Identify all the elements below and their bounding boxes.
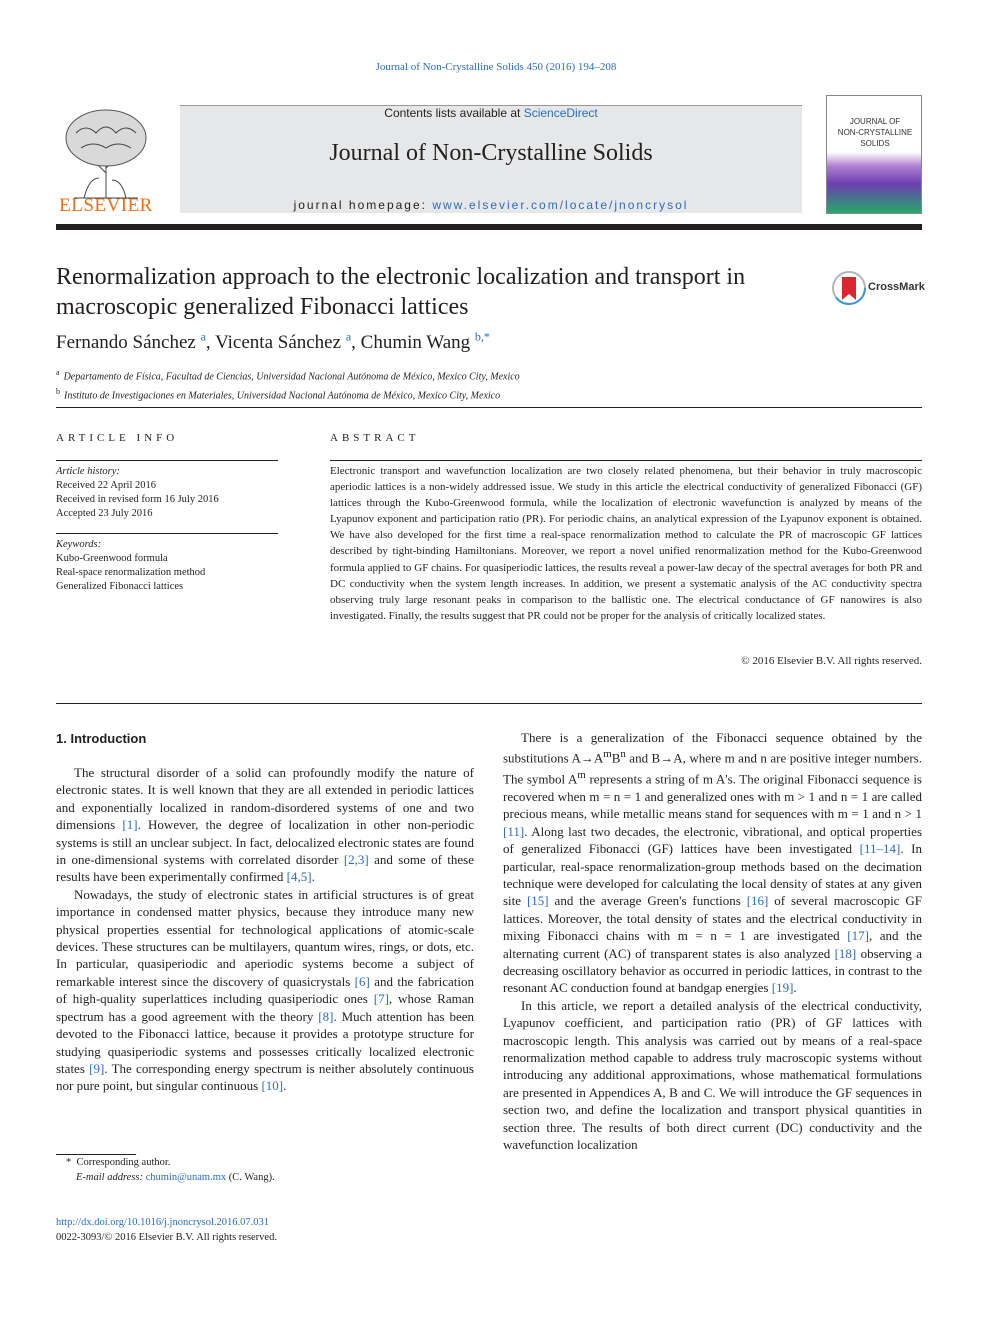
crossmark-badge[interactable] [832,270,925,306]
paragraph: The structural disorder of a solid can profoundly modify the nature of electronic states. It is well known that they are all extended in periodic lattices and exponentially localized in random-disordered systems of one and two dimensions [1]. However, the degree of localization in other non-periodic systems is still an unclear subject. In fact, delocalized electronic states are found in one-dimensional systems with correlated disorder [2,3] and some of these results have been experimentally confirmed [4,5]. [56,765,475,885]
email-link[interactable]: chumin@unam.mx [145,1172,227,1183]
homepage-link[interactable]: www.elsevier.com/locate/jnoncrysol [432,198,689,212]
citation-link[interactable]: [10] [261,1078,284,1094]
affiliation: $^a$ Departamento de Física, Facultad de Ciencias, Universidad Nacional Autónoma de México, Mexico City, Mexico [56,368,520,383]
header-divider [56,224,922,230]
history-item: Accepted 23 July 2016 [56,508,153,519]
paragraph: Nowadays, the study of electronic states in artificial structures is of great importance in condensed matter physics, because they introduce many new physical properties essential for technological applications of atomic-scale devices. These structures can be multilayers, quantum wires, rings, or dots, etc. In particular, quasiperiodic and aperiodic systems become a subject of remarkable interest since the discovery of quasicrystals [6] and the fabrication of high-quality superlattices including quasiperiodic ones [7], whose Raman spectrum has a good agreement with the theory [8]. Much attention has been devoted to the Fibonacci lattice, because it provides a prototype structure for studying quasiperiodic systems and possesses critically localized electronic states [9]. The corresponding energy spectrum is neither absolutely continuous nor pure point, but singular continuous [10]. [56,886,475,1094]
citation-link[interactable]: [4,5] [286,869,312,885]
crossmark-icon [832,270,866,306]
divider [330,460,922,461]
affiliations [56,365,520,404]
crossmark-label: CrossMark [868,281,925,293]
author-affiliation-mark[interactable]: a [345,329,352,344]
journal-title: Journal of Non-Crystalline Solids [329,140,653,166]
citation-link[interactable]: [11] [503,823,525,839]
author-affiliation-mark[interactable]: b,* [474,329,490,344]
citation-link[interactable]: [11–14] [859,841,901,857]
footnote: * Corresponding author. E-mail address: chumin@unam.mx (C. Wang). [66,1157,275,1183]
body-column-left [56,764,474,1095]
keyword: Real-space renormalization method [56,567,206,578]
citation-link[interactable]: [15] [526,893,549,909]
author-name[interactable]: Fernando Sánchez [56,332,196,353]
citation-link[interactable]: [7] [373,991,389,1007]
keyword: Kubo-Greenwood formula [56,553,168,564]
citation-link[interactable]: [1] [122,817,138,833]
article-info [56,460,278,594]
citation-link[interactable]: [8] [318,1008,334,1024]
journal-header [56,95,922,215]
section-heading: 1. Introduction [56,731,147,746]
article-title: Renormalization approach to the electronic localization and transport in macroscopic generalized Fibonacci lattices [56,264,746,320]
divider [56,407,922,408]
divider [56,460,278,461]
abstract-heading: ABSTRACT [330,432,420,444]
body-column-right [503,729,922,1153]
elsevier-wordmark: ELSEVIER [59,195,153,216]
history-label: Article history: [56,466,120,477]
paragraph: In this article, we report a detailed analysis of the electrical conductivity, Lyapunov coefficient, and participation ratio (PR) of GF lattices with macroscopic length. This analysis was carried out by means of a real-space renormalization method capable to address truly macroscopic systems without introducing any additional approximations, whose mathematical formulations are presented in Appendices A, B and C. We will introduce the GF sequences in section two, and define the localization and transport physical quantities in section three. The results of both direct current (DC) conductivity and the wavefunction localization [503,997,922,1152]
citation-link[interactable]: [16] [746,893,769,909]
paragraph: There is a generalization of the Fibonacci sequence obtained by the substitutions $A\to A^mB^n$ and B→A, where m and n are positive integer numbers. The symbol $A^m$ represents a string of m A's. The original Fibonacci sequence is recovered when m = n = 1 and generalized ones with m > 1 and n = 1 are called precious means, while metallic means stand for sequences with m = 1 and n > 1 [11]. Along last two decades, the electronic, vibrational, and optical properties of generalized Fibonacci (GF) lattices have been investigated [11–14]. In particular, real-space renormalization-group methods based on the decimation technique were developed for calculating the local density of states at any given site [15] and the average Green's functions [16] of several macroscopic GF lattices. Moreover, the total density of states and the electrical conductivity in mixing Fibonacci chains with m = n = 1 are investigated [17], and the alternating current (AC) of transparent states is also analyzed [18] observing a decreasing oscillatory behavior as occurred in periodic lattices, in contrast to the resonant AC conduction found at bandgap energies [19]. [503,730,922,996]
journal-cover-thumbnail[interactable] [826,95,922,214]
contents-line: Contents lists available at ScienceDirect [384,106,598,120]
abstract-copyright: © 2016 Elsevier B.V. All rights reserved. [741,655,922,667]
issn-line: 0022-3093/© 2016 Elsevier B.V. All rights reserved. [56,1232,277,1243]
keywords-label: Keywords: [56,539,102,550]
author-name[interactable]: Vicenta Sánchez [215,332,342,353]
doi-block [56,1215,277,1245]
sciencedirect-link[interactable]: ScienceDirect [523,106,598,120]
keyword: Generalized Fibonacci lattices [56,581,184,592]
author-list: Fernando Sánchez $^a$, Vicenta Sánchez $^a$, Chumin Wang $^{b,*}$ [56,329,490,353]
history-item: Received in revised form 16 July 2016 [56,494,219,505]
citation-link[interactable]: [18] [834,945,857,961]
doi-link[interactable]: http://dx.doi.org/10.1016/j.jnoncrysol.2016.07.031 [56,1217,270,1228]
citation-link[interactable]: [9] [89,1060,105,1076]
history-item: Received 22 April 2016 [56,480,157,491]
journal-banner [180,105,802,213]
abstract-text: Electronic transport and wavefunction localization are two closely related phenomena, but their behavior in truly macroscopic aperiodic lattices is a non-widely addressed issue. We study in this article the electrical conductivity of generalized Fibonacci (GF) lattices through the Kubo-Greenwood formula, while the localization of electronic wavefunction is analyzed by means of the Lyapunov exponent and participation ratio (PR). For periodic chains, an analytical expression of the Lyapunov exponent is obtained. We have also developed for the first time a real-space renormalization method to calculate the PR of macroscopic GF lattices described by tight-binding Hamiltonians. Moreover, we report a novel unified renormalization method for the Kubo-Greenwood formula applied to GF chains. For quasiperiodic lattices, the results reveal a power-law decay of the spectral averages for both PR and DC conductivity when the system length increases. In addition, we present a systematic analysis of the AC conductivity spectra observing truly large resonant peaks in comparison to the ballistic one. The electrical conductance of GF nanowires is also investigated. Finally, the results suggest that PR could not be proper for the analysis of critically localized states. [330,465,922,622]
affiliation: $^b$ Instituto de Investigaciones en Materiales, Universidad Nacional Autónoma de México, Mexico City, Mexico [56,387,501,402]
divider [56,703,922,704]
citation-link[interactable]: [2,3] [343,852,369,868]
homepage-line: journal homepage: www.elsevier.com/locate/jnoncrysol [293,198,689,212]
author-name[interactable]: Chumin Wang [360,332,471,353]
author-affiliation-mark[interactable]: a [200,329,206,344]
journal-reference[interactable]: Journal of Non-Crystalline Solids 450 (2016) 194–208 [375,61,617,73]
citation-link[interactable]: [6] [354,973,370,989]
article-info-heading: ARTICLE INFO [56,432,179,444]
divider [56,533,278,534]
citation-link[interactable]: [17] [847,928,869,944]
citation-link[interactable]: [19] [771,980,794,996]
cover-title: JOURNAL OF NON-CRYSTALLINE SOLIDS [837,117,913,148]
